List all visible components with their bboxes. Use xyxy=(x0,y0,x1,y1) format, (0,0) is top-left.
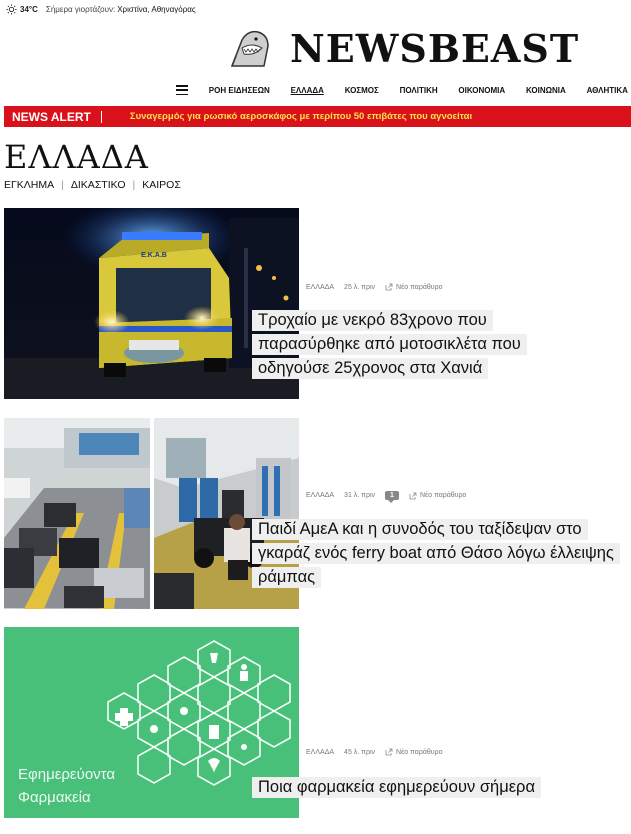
new-window-link[interactable]: Νέο παράθυρο xyxy=(396,748,443,756)
nav-item-oikonomia[interactable]: ΟΙΚΟΝΟΜΙΑ xyxy=(458,85,506,95)
subnav-item-egklima[interactable]: ΕΓΚΛΗΜΑ xyxy=(4,179,55,191)
nav-item-roi-eidiseon[interactable]: ΡΟΗ ΕΙΔΗΣΕΩΝ xyxy=(208,85,270,95)
external-link-icon[interactable] xyxy=(385,748,393,756)
nav-item-athlitika[interactable]: ΑΘΛΗΤΙΚΑ xyxy=(586,85,628,95)
article-headline[interactable] xyxy=(252,775,631,799)
article-card[interactable] xyxy=(4,418,631,609)
external-link-icon[interactable] xyxy=(385,283,393,291)
new-window-link[interactable]: Νέο παράθυρο xyxy=(419,492,467,499)
svg-text:Φαρμακεία: Φαρμακεία xyxy=(18,789,91,806)
nav-item-ellada[interactable]: ΕΛΛΑΔΑ xyxy=(290,85,324,95)
main-nav xyxy=(176,83,628,97)
article-meta xyxy=(306,748,442,756)
article-time: 25 λ. πριν xyxy=(344,283,376,291)
news-alert-label: NEWS ALERT xyxy=(4,111,102,123)
nav-item-koinonia[interactable]: ΚΟΙΝΩΝΙΑ xyxy=(525,85,566,95)
menu-icon[interactable] xyxy=(176,85,188,95)
article-time: 31 λ. πριν xyxy=(344,492,376,499)
subnav-divider: | xyxy=(132,179,136,191)
nav-item-politiki[interactable]: ΠΟΛΙΤΙΚΗ xyxy=(399,85,438,95)
nameday-names: Χριστίνα, Αθηναγόρας xyxy=(117,4,196,14)
ambulance-text: Ε.Κ.Α.Β xyxy=(141,252,167,259)
comments-count-badge[interactable]: 1 xyxy=(385,491,399,500)
news-alert-bar xyxy=(4,106,631,127)
article-meta xyxy=(306,283,442,291)
article-headline-text[interactable]: Παιδί ΑμεΑ και η συνοδός του ταξίδεψαν στο γκαράζ ενός ferry boat από Θάσο λόγω έλλειψης ράμπας xyxy=(252,519,620,588)
article-card[interactable] xyxy=(4,208,631,399)
top-info-bar xyxy=(6,3,196,15)
subnav-item-dikastiko[interactable]: ΔΙΚΑΣΤΙΚΟ xyxy=(70,179,126,191)
article-headline-text[interactable]: Ποια φαρμακεία εφημερεύουν σήμερα xyxy=(252,777,541,798)
logo-wordmark: NEWSBEAST xyxy=(290,25,580,71)
article-card[interactable] xyxy=(4,627,631,818)
shark-icon xyxy=(228,26,272,70)
sun-icon xyxy=(6,4,17,15)
article-headline-text[interactable]: Τροχαίο με νεκρό 83χρονο που παρασύρθηκε από μοτοσικλέτα που οδηγούσε 25χρονος στα Χανιά xyxy=(252,310,527,379)
temperature: 34°C xyxy=(20,4,38,14)
svg-text:Εφημερεύοντα: Εφημερεύοντα xyxy=(18,766,116,783)
article-headline[interactable] xyxy=(252,517,631,589)
new-window-link[interactable]: Νέο παράθυρο xyxy=(396,283,443,291)
nav-item-kosmos[interactable]: ΚΟΣΜΟΣ xyxy=(344,85,379,95)
article-category[interactable]: ΕΛΛΑΔΑ xyxy=(306,748,335,756)
subnav-divider: | xyxy=(61,179,64,191)
article-headline[interactable] xyxy=(252,308,592,380)
news-alert-link[interactable]: Συναγερμός για ρωσικό αεροσκάφος με περίπου 50 επιβάτες που αγνοείται xyxy=(129,111,473,122)
nameday-label: Σήμερα γιορτάζουν: xyxy=(45,4,116,14)
section-title: ΕΛΛΑΔΑ xyxy=(4,138,149,176)
article-time: 45 λ. πριν xyxy=(344,748,376,756)
section-subnav xyxy=(4,179,181,191)
article-meta xyxy=(306,491,466,500)
article-category[interactable]: ΕΛΛΑΔΑ xyxy=(306,492,335,499)
external-link-icon[interactable] xyxy=(409,492,417,500)
article-category[interactable]: ΕΛΛΑΔΑ xyxy=(306,283,335,291)
subnav-item-kairos[interactable]: ΚΑΙΡΟΣ xyxy=(142,179,181,191)
site-logo[interactable] xyxy=(228,26,579,70)
